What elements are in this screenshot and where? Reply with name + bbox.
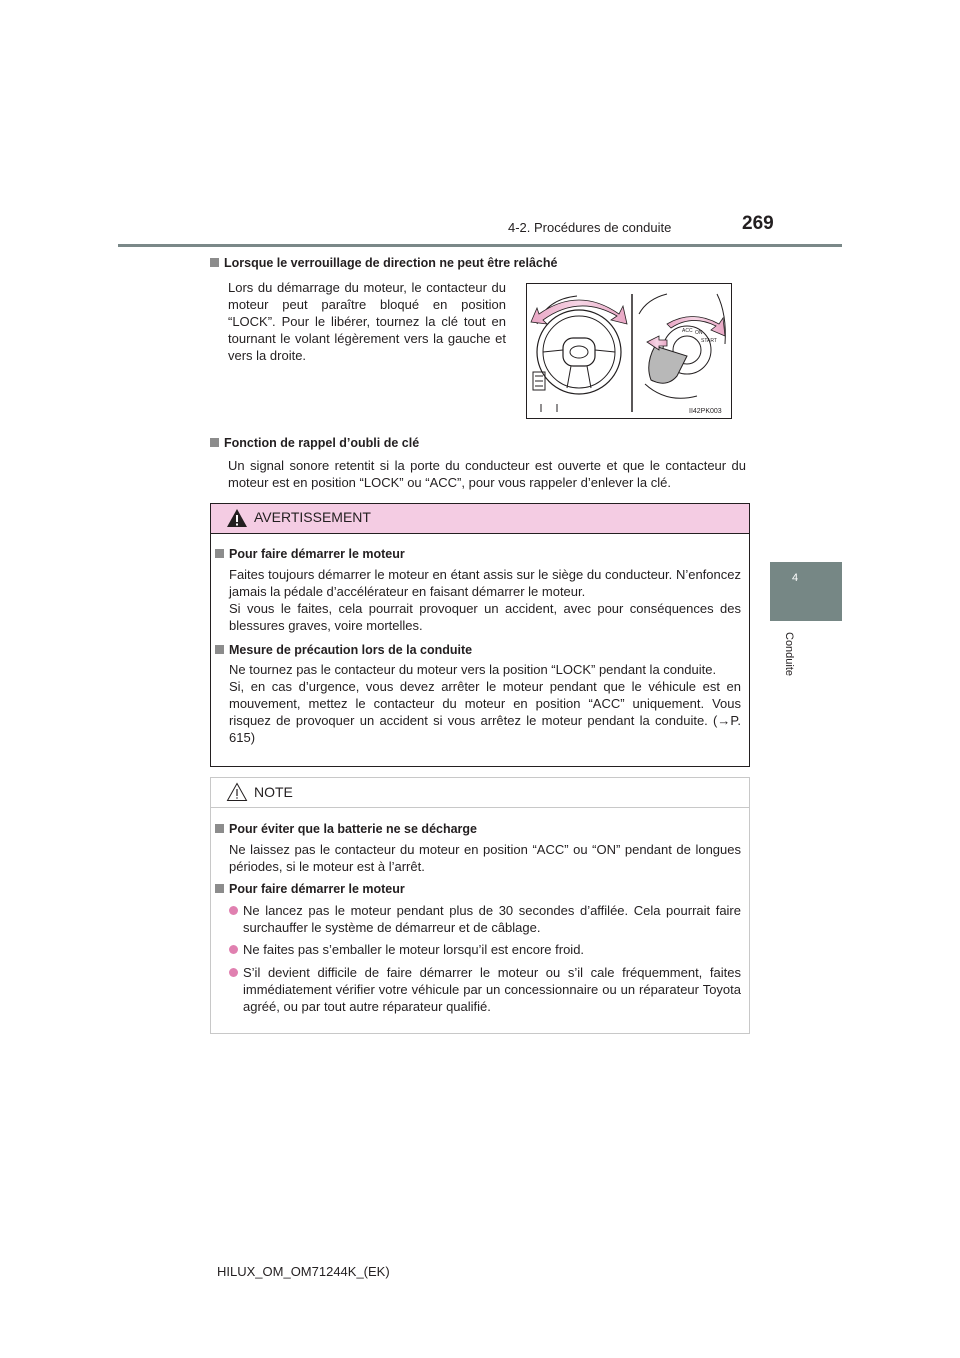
square-bullet-icon <box>215 824 224 833</box>
steering-wheel-icon <box>531 296 627 412</box>
section2-title: Fonction de rappel d’oubli de clé <box>224 436 420 450</box>
note-bullet-text: Ne lancez pas le moteur pendant plus de 30 secondes d’affilée. Cela pourrait faire surchauffer le système de démarreur et de câblage. <box>243 903 741 935</box>
warning-item2-heading <box>215 643 472 657</box>
note-bullet-text: S’il devient difficile de faire démarrer le moteur ou s’il cale fréquemment, faites immédiatement vérifier votre véhicule par un concessionnaire ou un réparateur Toyota agréé, ou par tout autre réparateur qualifié. <box>243 965 741 1014</box>
square-bullet-icon <box>215 549 224 558</box>
note-item1-text: Ne laissez pas le contacteur du moteur en position “ACC” ou “ON” pendant de longues périodes, si le moteur est à l’arrêt. <box>229 842 741 874</box>
note-bullet-text: Ne faites pas s’emballer le moteur lorsqu’il est encore froid. <box>243 942 585 957</box>
warning-item1-heading <box>215 547 405 561</box>
round-bullet-icon <box>229 906 238 915</box>
square-bullet-icon <box>210 438 219 447</box>
warning-triangle-icon <box>226 508 248 528</box>
steering-lock-illustration <box>526 283 732 419</box>
page-number: 269 <box>742 213 774 234</box>
warning-item2-title: Mesure de précaution lors de la conduite <box>229 643 473 657</box>
square-bullet-icon <box>210 258 219 267</box>
round-bullet-icon <box>229 945 238 954</box>
figure-label-on: ON <box>695 330 703 336</box>
document-code: HILUX_OM_OM71244K_(EK) <box>217 1264 390 1279</box>
warning-item1-text: Faites toujours démarrer le moteur en étant assis sur le siège du conducteur. N’enfoncez jamais la pédale d’accélérateur en faisant démarrer le moteur. <box>229 567 741 599</box>
note-item1-heading <box>215 822 477 836</box>
chapter-number: 4 <box>791 572 799 584</box>
warning-item1-title: Pour faire démarrer le moteur <box>229 547 405 561</box>
warning-item1-body <box>229 566 741 634</box>
round-bullet-icon <box>229 968 238 977</box>
note-item1-title: Pour éviter que la batterie ne se décharge <box>229 822 478 836</box>
note-bullet <box>229 902 741 936</box>
section1-heading <box>210 256 557 270</box>
warning-item2-text2: Si, en cas d’urgence, vous devez arrêter le moteur pendant que le véhicule est en mouvement, mettez le contacteur du moteur en position “ACC” uniquement. Vous risquez de provoquer un accident si vous arrêtez le moteur pendant la conduite. (→P. 615) <box>229 679 741 745</box>
warning-label: AVERTISSEMENT <box>254 509 371 525</box>
ignition-switch-icon <box>639 294 725 398</box>
section1-text: Lors du démarrage du moteur, le contacteur du moteur peut paraître bloqué en position “LOCK”. Pour le libérer, tournez la clé tout en tournant le volant légèrement vers la gauche et vers la droite. <box>228 280 506 363</box>
header-section-title: 4-2. Procédures de conduite <box>508 220 672 235</box>
chapter-title: Conduite <box>783 632 795 677</box>
note-label: NOTE <box>254 784 293 800</box>
section2-text: Un signal sonore retentit si la porte du conducteur est ouverte et que le contacteur du moteur est en position “LOCK” ou “ACC”, pour vous rappeler d’enlever la clé. <box>228 458 746 490</box>
chapter-tab <box>770 562 842 621</box>
figure-code: II42PK003 <box>689 408 722 415</box>
section2-heading <box>210 436 419 450</box>
note-bullet <box>229 941 741 958</box>
note-item2-heading <box>215 882 405 896</box>
square-bullet-icon <box>215 645 224 654</box>
warning-item2-text: Ne tournez pas le contacteur du moteur vers la position “LOCK” pendant la conduite. <box>229 662 717 677</box>
square-bullet-icon <box>215 884 224 893</box>
section1-title: Lorsque le verrouillage de direction ne peut être relâché <box>224 256 558 270</box>
note-item2-title: Pour faire démarrer le moteur <box>229 882 405 896</box>
caution-triangle-icon <box>226 782 248 802</box>
figure-label-start: START <box>701 338 717 344</box>
note-bullet <box>229 964 741 1015</box>
header-rule <box>118 244 842 247</box>
figure-label-acc: ACC <box>682 328 693 334</box>
warning-item1-text2: Si vous le faites, cela pourrait provoquer un accident, avec pour conséquences des blessures graves, voire mortelles. <box>229 601 741 633</box>
warning-item2-body <box>229 661 741 746</box>
